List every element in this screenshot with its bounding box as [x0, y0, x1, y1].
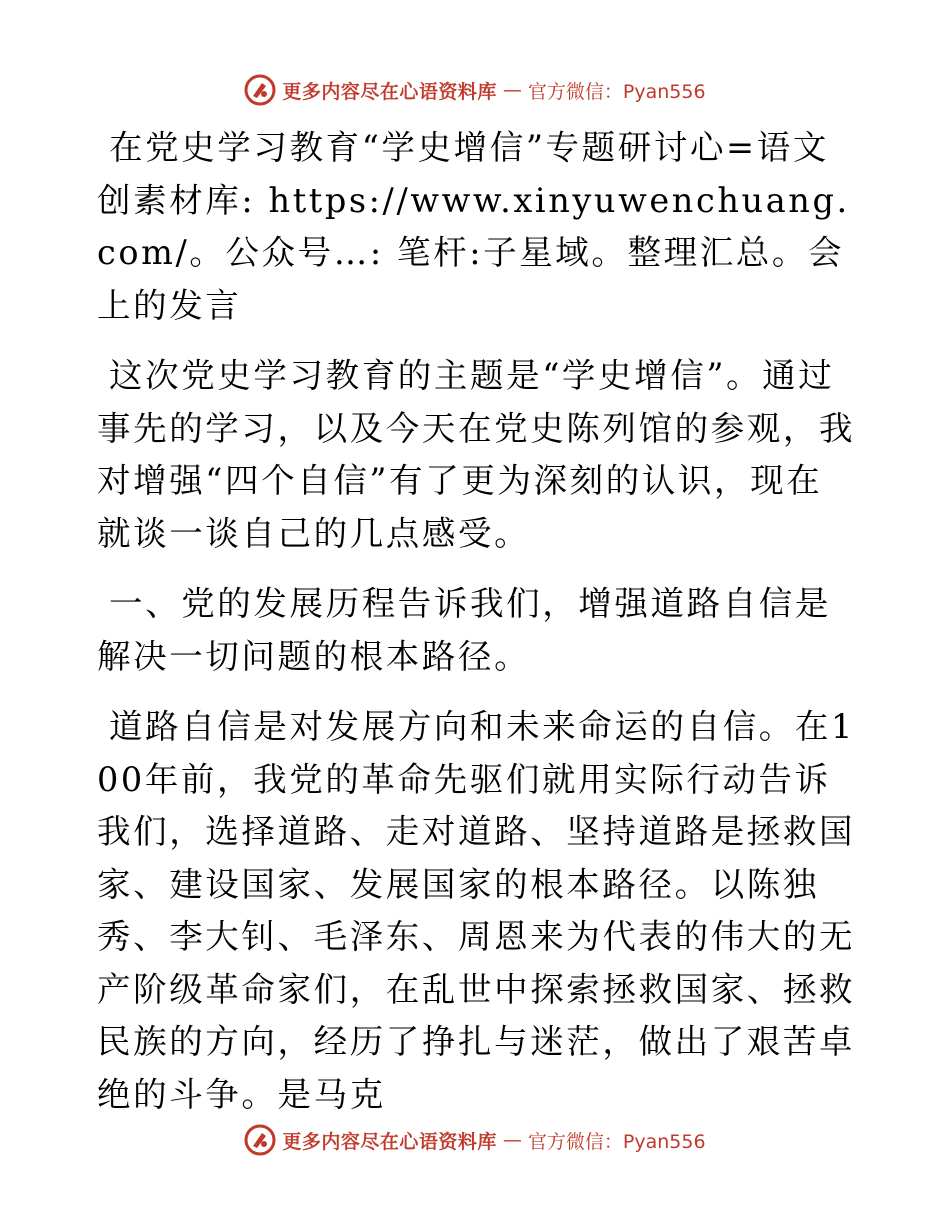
- header-banner: [0, 70, 950, 110]
- banner-separator: —: [502, 1129, 522, 1151]
- footer-banner: [0, 1120, 950, 1160]
- document-body: [97, 122, 857, 1139]
- seal-logo-icon: [244, 1124, 276, 1156]
- banner-wechat: 官方微信：Pyan556: [527, 80, 706, 103]
- banner-separator: —: [502, 79, 522, 101]
- banner-wechat: 官方微信：Pyan556: [527, 1130, 706, 1153]
- seal-logo-icon: [244, 74, 276, 106]
- paragraph-intro: 这次党史学习教育的主题是“学史增信”。通过事先的学习，以及今天在党史陈列馆的参观，我对增强“四个自信”有了更为深刻的认识，现在就谈一谈自己的几点感受。: [97, 356, 856, 553]
- banner-text: 更多内容尽在心语资料库: [282, 80, 497, 103]
- banner-text: 更多内容尽在心语资料库: [282, 1130, 497, 1153]
- paragraph-heading-1: 一、党的发展历程告诉我们，增强道路自信是解决一切问题的根本路径。: [97, 584, 831, 676]
- paragraph-body: 道路自信是对发展方向和未来命运的自信。在100年前，我党的革命先驱们就用实际行动告诉我们，选择道路、走对道路、坚持道路是拯救国家、建设国家、发展国家的根本路径。以陈独秀、李大钊、毛泽东、周恩来为代表的伟大的无产阶级革命家们，在乱世中探索拯救国家、拯救民族的方向，经历了挣扎与迷茫，做出了艰苦卓绝的斗争。是马克: [97, 707, 856, 1114]
- paragraph-title: 在党史学习教育“学史增信”专题研讨心=语文创素材库: https://www.xinyuwenchuang.com/。公众号…: 笔杆:子星域。整理汇总。会上的发言: [97, 128, 850, 325]
